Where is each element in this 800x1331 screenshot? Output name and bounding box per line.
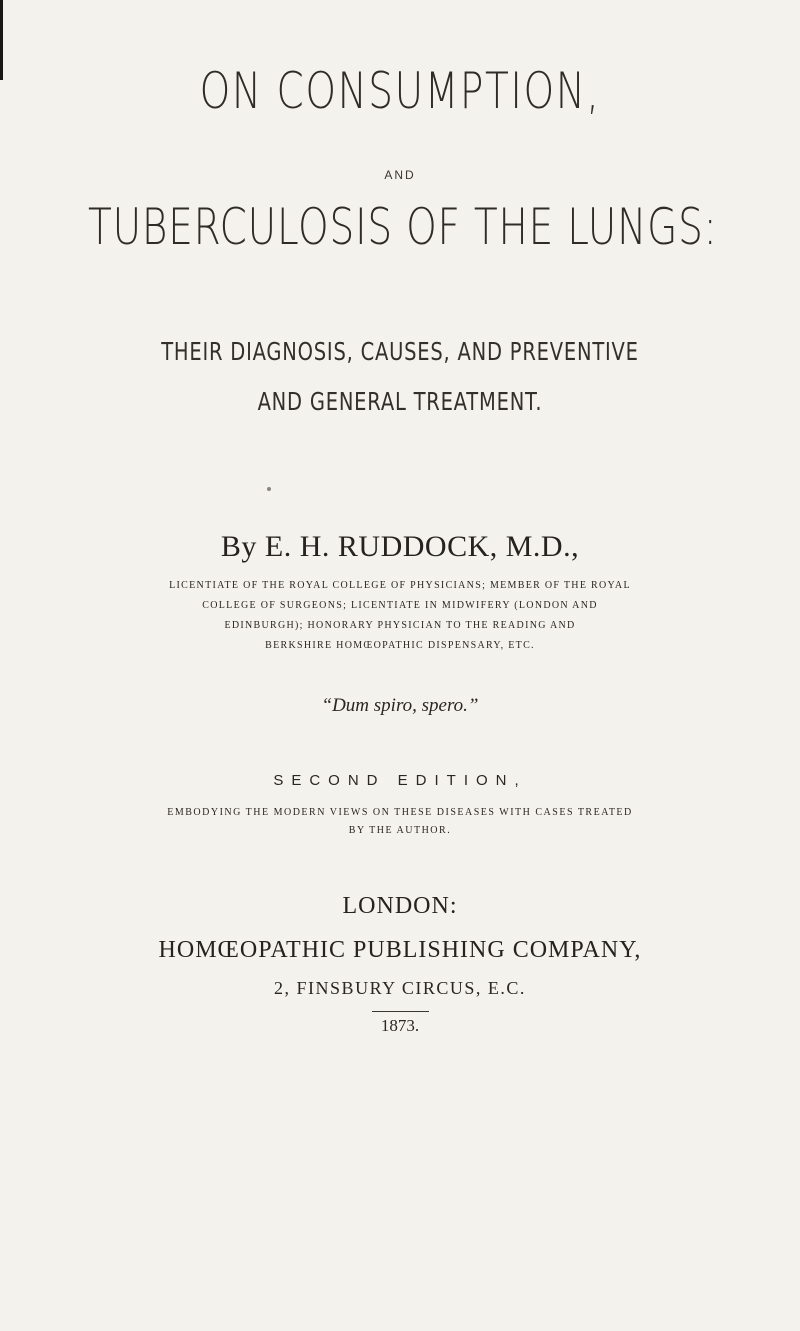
author-credentials-line: COLLEGE OF SURGEONS; LICENTIATE IN MIDWIFERY (LONDON AND — [202, 600, 598, 611]
subtitle-line-2: AND GENERAL TREATMENT. — [257, 387, 543, 416]
imprint-address: 2, FINSBURY CIRCUS, E.C. — [274, 978, 526, 998]
title-connector: AND — [384, 168, 416, 182]
author-byline: By E. H. RUDDOCK, M.D., — [220, 530, 580, 563]
author-credentials-line: LICENTIATE OF THE ROYAL COLLEGE OF PHYSICIANS; MEMBER OF THE ROYAL — [169, 580, 631, 591]
edition-note-line-2: BY THE AUTHOR. — [348, 825, 452, 836]
imprint-city: LONDON: — [342, 893, 458, 919]
imprint-publisher: HOMŒOPATHIC PUBLISHING COMPANY, — [158, 937, 642, 963]
ornament-dot — [267, 487, 271, 491]
edition-label: SECOND EDITION, — [273, 772, 527, 789]
author-credentials-line: EDINBURGH); HONORARY PHYSICIAN TO THE READING AND — [224, 620, 576, 631]
author-credentials-line: BERKSHIRE HOMŒOPATHIC DISPENSARY, ETC. — [265, 640, 535, 651]
edition-note-line-1: EMBODYING THE MODERN VIEWS ON THESE DISEASES WITH CASES TREATED — [167, 807, 633, 818]
title-sub: TUBERCULOSIS OF THE LUNGS: — [88, 198, 718, 256]
imprint-year: 1873. — [380, 1016, 420, 1035]
subtitle-line-1: THEIR DIAGNOSIS, CAUSES, AND PREVENTIVE — [161, 337, 639, 366]
title-main: ON CONSUMPTION, — [199, 62, 601, 120]
motto: “Dum spiro, spero.” — [321, 695, 479, 716]
page-edge — [0, 0, 3, 80]
imprint-rule — [372, 1011, 429, 1012]
